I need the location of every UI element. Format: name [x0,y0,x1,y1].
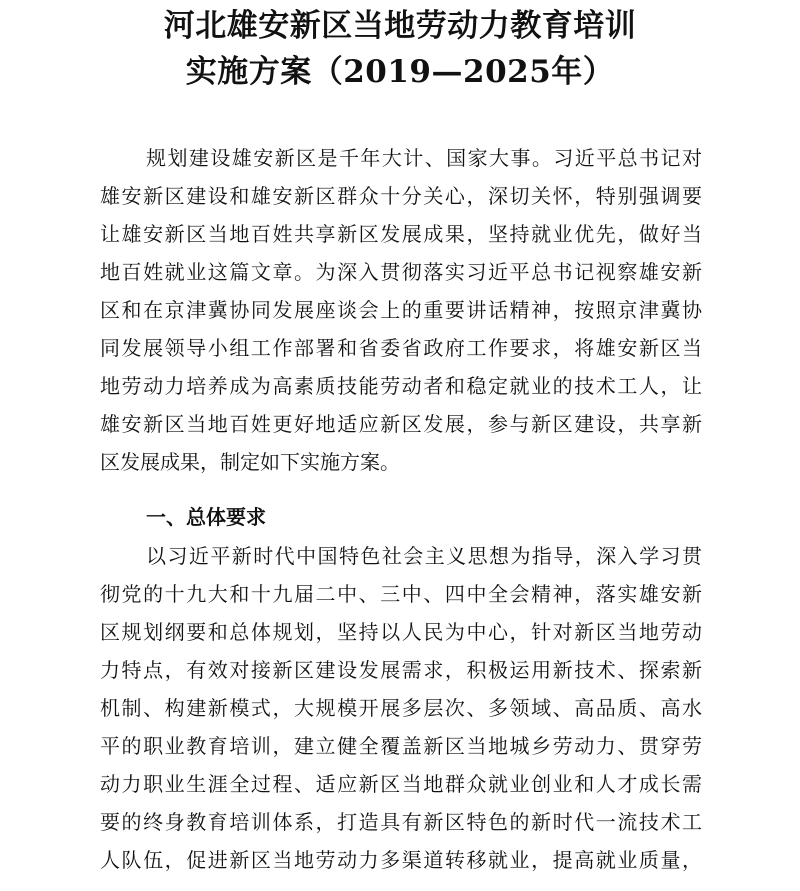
paragraph-1-line: 雄安新区建设和雄安新区群众十分关心，深切关怀，特别强调要 [100,184,702,208]
section-heading: 一、总体要求 [146,505,266,529]
paragraph-2-line: 动力职业生涯全过程、适应新区当地群众就业创业和人才成长需 [100,772,702,796]
document-title-line-2: 实施方案（2019—2025年） [185,54,615,90]
paragraph-2-line: 机制、构建新模式，大规模开展多层次、多领域、高品质、高水 [100,696,702,720]
paragraph-2-line: 彻党的十九大和十九届二中、三中、四中全会精神，落实雄安新 [100,582,702,606]
paragraph-1-line: 区发展成果，制定如下实施方案。 [100,450,400,474]
paragraph-1-line: 规划建设雄安新区是千年大计、国家大事。习近平总书记对 [146,146,702,170]
paragraph-2-line: 以习近平新时代中国特色社会主义思想为指导，深入学习贯 [146,544,702,568]
paragraph-2-line: 人队伍，促进新区当地劳动力多渠道转移就业，提高就业质量， [100,848,702,872]
document-title-line-1: 河北雄安新区当地劳动力教育培训 [163,8,637,44]
paragraph-1-line: 让雄安新区当地百姓共享新区发展成果，坚持就业优先，做好当 [100,222,702,246]
paragraph-1-line: 地劳动力培养成为高素质技能劳动者和稳定就业的技术工人，让 [100,374,702,398]
paragraph-1-line: 雄安新区当地百姓更好地适应新区发展，参与新区建设，共享新 [100,412,702,436]
paragraph-2-line: 力特点，有效对接新区建设发展需求，积极运用新技术、探索新 [100,658,702,682]
paragraph-1-line: 地百姓就业这篇文章。为深入贯彻落实习近平总书记视察雄安新 [100,260,702,284]
paragraph-1-line: 区和在京津冀协同发展座谈会上的重要讲话精神，按照京津冀协 [100,298,702,322]
paragraph-2-line: 要的终身教育培训体系，打造具有新区特色的新时代一流技术工 [100,810,702,834]
paragraph-2-line: 平的职业教育培训，建立健全覆盖新区当地城乡劳动力、贯穿劳 [100,734,702,758]
paragraph-1-line: 同发展领导小组工作部署和省委省政府工作要求，将雄安新区当 [100,336,702,360]
paragraph-2-line: 区规划纲要和总体规划，坚持以人民为中心，针对新区当地劳动 [100,620,702,644]
